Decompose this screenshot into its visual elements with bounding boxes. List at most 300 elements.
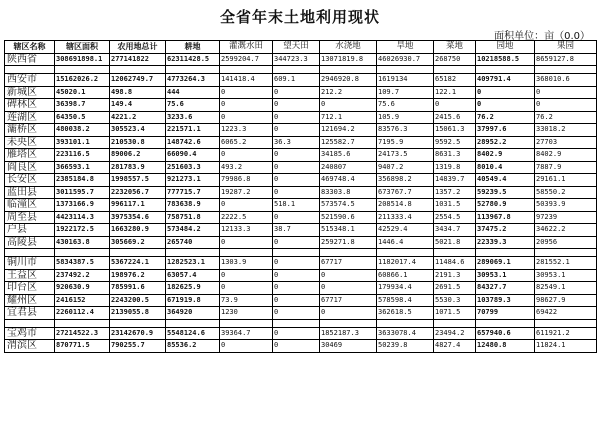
spacer-cell [377,66,434,74]
spacer-cell [434,66,476,74]
value-cell: 23494.2 [434,327,476,340]
value-cell: 480038.2 [55,124,110,137]
value-cell: 573574.5 [320,199,377,212]
spacer-cell [5,249,55,257]
value-cell: 5367224.1 [110,257,166,270]
table-row [5,327,597,340]
value-cell: 11484.6 [434,257,476,270]
value-cell: 40549.4 [476,174,535,187]
value-cell: 0 [320,307,377,320]
spacer-cell [476,319,535,327]
spacer-cell [220,66,273,74]
table-row [5,211,597,224]
value-cell: 1282523.1 [166,257,220,270]
header-cell: 园地 [476,41,535,54]
value-cell: 148742.6 [166,136,220,149]
header-cell: 果园 [535,41,597,54]
spacer-cell [110,66,166,74]
value-cell: 198976.2 [110,269,166,282]
value-cell: 0 [220,111,273,124]
value-cell: 109.7 [377,86,434,99]
spacer-cell [377,249,434,257]
district-name-cell: 未央区 [5,136,55,149]
value-cell: 0 [535,99,597,112]
table-row [5,199,597,212]
value-cell: 2415.6 [434,111,476,124]
value-cell: 98627.9 [535,294,597,307]
value-cell: 3233.6 [166,111,220,124]
value-cell: 11824.1 [535,340,597,353]
value-cell: 30953.1 [535,269,597,282]
district-name-cell: 高陵县 [5,236,55,249]
spacer-cell [166,66,220,74]
value-cell: 38.7 [273,224,320,237]
spacer-cell [110,319,166,327]
value-cell: 83303.8 [320,186,377,199]
spacer-cell [273,249,320,257]
district-name-cell: 临潼区 [5,199,55,212]
value-cell: 5530.3 [434,294,476,307]
value-cell: 2232056.7 [110,186,166,199]
district-name-cell: 西安市 [5,74,55,87]
value-cell: 221571.1 [166,124,220,137]
district-name-cell: 长安区 [5,174,55,187]
value-cell: 2385184.8 [55,174,110,187]
value-cell: 1223.3 [220,124,273,137]
spacer-cell [220,249,273,257]
header-row [5,41,597,54]
table-row [5,124,597,137]
value-cell: 0 [273,124,320,137]
value-cell: 9592.5 [434,136,476,149]
value-cell: 0 [273,307,320,320]
spacer-cell [273,66,320,74]
value-cell: 141418.4 [220,74,273,87]
value-cell: 28952.2 [476,136,535,149]
value-cell: 223116.5 [55,149,110,162]
value-cell: 0 [273,99,320,112]
value-cell: 430163.8 [55,236,110,249]
value-cell: 2416152 [55,294,110,307]
value-cell: 996117.1 [110,199,166,212]
spacer-cell [434,319,476,327]
value-cell: 0 [535,86,597,99]
value-cell: 3633078.4 [377,327,434,340]
value-cell: 13071819.8 [320,53,377,66]
table-row [5,269,597,282]
value-cell: 9407.2 [377,161,434,174]
value-cell: 609.1 [273,74,320,87]
value-cell: 469748.4 [320,174,377,187]
district-name-cell: 户县 [5,224,55,237]
value-cell: 8010.4 [476,161,535,174]
district-name-cell: 宜君县 [5,307,55,320]
value-cell: 1446.4 [377,236,434,249]
header-cell: 望天田 [273,41,320,54]
value-cell: 50239.8 [377,340,434,353]
spacer-cell [166,249,220,257]
spacer-cell [220,319,273,327]
spacer-cell [320,66,377,74]
value-cell: 2260112.4 [55,307,110,320]
value-cell: 268750 [434,53,476,66]
value-cell: 790255.7 [110,340,166,353]
spacer-cell [5,66,55,74]
value-cell: 8402.9 [476,149,535,162]
value-cell: 493.2 [220,161,273,174]
value-cell: 59239.5 [476,186,535,199]
value-cell: 289069.1 [476,257,535,270]
value-cell: 0 [273,327,320,340]
unit-note: 面积单位：亩（0.0） [494,31,590,42]
value-cell: 0 [320,269,377,282]
value-cell: 2243200.5 [110,294,166,307]
value-cell: 362618.5 [377,307,434,320]
header-cell: 灌溉水田 [220,41,273,54]
value-cell: 182625.9 [166,282,220,295]
value-cell: 0 [220,282,273,295]
table-row [5,136,597,149]
value-cell: 7195.9 [377,136,434,149]
value-cell: 518.1 [273,199,320,212]
header-cell: 辖区面积 [55,41,110,54]
value-cell: 0 [273,340,320,353]
value-cell: 409791.4 [476,74,535,87]
value-cell: 265740 [166,236,220,249]
value-cell: 277141822 [110,53,166,66]
value-cell: 10218588.5 [476,53,535,66]
value-cell: 4827.4 [434,340,476,353]
value-cell: 366593.1 [55,161,110,174]
value-cell: 62311428.5 [166,53,220,66]
value-cell: 0 [273,149,320,162]
value-cell: 121694.2 [320,124,377,137]
value-cell: 2191.3 [434,269,476,282]
value-cell: 7887.9 [535,161,597,174]
value-cell: 785991.6 [110,282,166,295]
value-cell: 15162026.2 [55,74,110,87]
spacer-row [5,319,597,327]
value-cell: 573484.2 [166,224,220,237]
value-cell: 1303.9 [220,257,273,270]
table-row [5,294,597,307]
district-name-cell: 新城区 [5,86,55,99]
land-use-table [4,40,597,353]
value-cell: 308691898.1 [55,53,110,66]
spacer-cell [476,66,535,74]
value-cell: 103789.3 [476,294,535,307]
value-cell: 0 [220,236,273,249]
district-name-cell: 阎良区 [5,161,55,174]
value-cell: 58550.2 [535,186,597,199]
value-cell: 2554.5 [434,211,476,224]
value-cell: 50393.9 [535,199,597,212]
district-name-cell: 铜川市 [5,257,55,270]
value-cell: 75.6 [377,99,434,112]
value-cell: 2946920.8 [320,74,377,87]
value-cell: 76.2 [476,111,535,124]
value-cell: 0 [273,111,320,124]
value-cell: 63057.4 [166,269,220,282]
value-cell: 0 [220,149,273,162]
value-cell: 83576.3 [377,124,434,137]
table-body [5,53,597,352]
value-cell: 1357.2 [434,186,476,199]
value-cell: 921273.1 [166,174,220,187]
value-cell: 75.6 [166,99,220,112]
value-cell: 240807 [320,161,377,174]
spacer-cell [166,319,220,327]
value-cell: 85536.2 [166,340,220,353]
value-cell: 67717 [320,257,377,270]
table-row [5,224,597,237]
value-cell: 113967.8 [476,211,535,224]
value-cell: 1663280.9 [110,224,166,237]
district-name-cell: 灞桥区 [5,124,55,137]
value-cell: 73.9 [220,294,273,307]
value-cell: 34622.2 [535,224,597,237]
value-cell: 20956 [535,236,597,249]
value-cell: 305523.4 [110,124,166,137]
value-cell: 393101.1 [55,136,110,149]
value-cell: 259271.8 [320,236,377,249]
spacer-cell [55,319,110,327]
page-title: 全省年末土地利用现状 [219,8,380,26]
header-cell: 菜地 [434,41,476,54]
value-cell: 12480.8 [476,340,535,353]
district-name-cell: 宝鸡市 [5,327,55,340]
value-cell: 521590.6 [320,211,377,224]
value-cell: 149.4 [110,99,166,112]
value-cell: 37475.2 [476,224,535,237]
table-row [5,111,597,124]
value-cell: 84327.7 [476,282,535,295]
value-cell: 179934.4 [377,282,434,295]
value-cell: 237492.2 [55,269,110,282]
header-cell: 水浇地 [320,41,377,54]
value-cell: 0 [220,86,273,99]
value-cell: 305669.2 [110,236,166,249]
value-cell: 783638.9 [166,199,220,212]
value-cell: 4423114.3 [55,211,110,224]
district-name-cell: 周至县 [5,211,55,224]
value-cell: 611921.2 [535,327,597,340]
value-cell: 82549.1 [535,282,597,295]
value-cell: 281783.9 [110,161,166,174]
value-cell: 79986.8 [220,174,273,187]
value-cell: 34185.6 [320,149,377,162]
value-cell: 212.2 [320,86,377,99]
value-cell: 1852187.3 [320,327,377,340]
spacer-cell [320,319,377,327]
value-cell: 0 [220,340,273,353]
value-cell: 2599204.7 [220,53,273,66]
value-cell: 671919.8 [166,294,220,307]
table-row [5,257,597,270]
value-cell: 444 [166,86,220,99]
value-cell: 0 [273,86,320,99]
value-cell: 12133.3 [220,224,273,237]
value-cell: 66090.4 [166,149,220,162]
table-row [5,236,597,249]
value-cell: 356898.2 [377,174,434,187]
district-name-cell: 印台区 [5,282,55,295]
value-cell: 30469 [320,340,377,353]
spacer-row [5,66,597,74]
value-cell: 281552.1 [535,257,597,270]
value-cell: 8402.9 [535,149,597,162]
value-cell: 1230 [220,307,273,320]
value-cell: 8631.3 [434,149,476,162]
table-row [5,99,597,112]
spacer-cell [273,319,320,327]
spacer-cell [5,319,55,327]
value-cell: 0 [273,257,320,270]
header-cell: 旱地 [377,41,434,54]
district-name-cell: 耀州区 [5,294,55,307]
value-cell: 5021.8 [434,236,476,249]
value-cell: 673767.7 [377,186,434,199]
value-cell: 67717 [320,294,377,307]
spacer-cell [535,249,597,257]
value-cell: 344723.3 [273,53,320,66]
value-cell: 22339.3 [476,236,535,249]
table-row [5,149,597,162]
spacer-cell [535,66,597,74]
table-row [5,86,597,99]
value-cell: 3011595.7 [55,186,110,199]
value-cell: 0 [220,99,273,112]
value-cell: 1182017.4 [377,257,434,270]
value-cell: 0 [273,186,320,199]
value-cell: 4221.2 [110,111,166,124]
value-cell: 4773264.3 [166,74,220,87]
value-cell: 33018.2 [535,124,597,137]
spacer-cell [535,319,597,327]
value-cell: 2139055.8 [110,307,166,320]
value-cell: 15061.3 [434,124,476,137]
value-cell: 19287.2 [220,186,273,199]
district-name-cell: 陕西省 [5,53,55,66]
value-cell: 27703 [535,136,597,149]
value-cell: 3434.7 [434,224,476,237]
value-cell: 64350.5 [55,111,110,124]
value-cell: 105.9 [377,111,434,124]
value-cell: 0 [476,86,535,99]
value-cell: 1071.5 [434,307,476,320]
spacer-row [5,249,597,257]
spacer-cell [55,66,110,74]
district-name-cell: 雁塔区 [5,149,55,162]
value-cell: 1031.5 [434,199,476,212]
value-cell: 0 [320,282,377,295]
value-cell: 29161.1 [535,174,597,187]
value-cell: 364920 [166,307,220,320]
value-cell: 76.2 [535,111,597,124]
value-cell: 2222.5 [220,211,273,224]
value-cell: 0 [320,99,377,112]
value-cell: 0 [273,161,320,174]
value-cell: 52780.9 [476,199,535,212]
value-cell: 777715.7 [166,186,220,199]
value-cell: 657940.6 [476,327,535,340]
value-cell: 0 [273,211,320,224]
table-row [5,340,597,353]
value-cell: 12062749.7 [110,74,166,87]
value-cell: 0 [273,236,320,249]
value-cell: 46026930.7 [377,53,434,66]
table-row [5,174,597,187]
spacer-cell [55,249,110,257]
value-cell: 758751.8 [166,211,220,224]
value-cell: 0 [273,282,320,295]
value-cell: 37997.6 [476,124,535,137]
district-name-cell: 渭滨区 [5,340,55,353]
value-cell: 1319.8 [434,161,476,174]
value-cell: 578598.4 [377,294,434,307]
value-cell: 515348.1 [320,224,377,237]
value-cell: 0 [273,269,320,282]
value-cell: 0 [220,199,273,212]
header-cell: 耕地 [166,41,220,54]
value-cell: 3975354.6 [110,211,166,224]
spacer-cell [320,249,377,257]
spacer-cell [434,249,476,257]
value-cell: 60866.1 [377,269,434,282]
value-cell: 89006.2 [110,149,166,162]
value-cell: 5548124.6 [166,327,220,340]
spacer-cell [110,249,166,257]
table-row [5,186,597,199]
value-cell: 0 [273,174,320,187]
header-cell: 农用地总计 [110,41,166,54]
value-cell: 0 [273,294,320,307]
value-cell: 0 [220,269,273,282]
value-cell: 125582.7 [320,136,377,149]
value-cell: 97239 [535,211,597,224]
value-cell: 920630.9 [55,282,110,295]
value-cell: 251603.3 [166,161,220,174]
value-cell: 211333.4 [377,211,434,224]
header-cell: 辖区名称 [5,41,55,54]
value-cell: 1922172.5 [55,224,110,237]
value-cell: 5834387.5 [55,257,110,270]
value-cell: 70799 [476,307,535,320]
value-cell: 8659127.8 [535,53,597,66]
value-cell: 122.1 [434,86,476,99]
value-cell: 0 [434,99,476,112]
value-cell: 69422 [535,307,597,320]
value-cell: 1998557.5 [110,174,166,187]
district-name-cell: 莲湖区 [5,111,55,124]
district-name-cell: 王益区 [5,269,55,282]
value-cell: 36398.7 [55,99,110,112]
value-cell: 208514.8 [377,199,434,212]
table-row [5,282,597,295]
table-row [5,53,597,66]
value-cell: 27214522.3 [55,327,110,340]
value-cell: 6065.2 [220,136,273,149]
value-cell: 45020.1 [55,86,110,99]
value-cell: 1373166.9 [55,199,110,212]
value-cell: 42529.4 [377,224,434,237]
value-cell: 2691.5 [434,282,476,295]
value-cell: 1619134 [377,74,434,87]
value-cell: 368010.6 [535,74,597,87]
value-cell: 36.3 [273,136,320,149]
value-cell: 65182 [434,74,476,87]
spacer-cell [476,249,535,257]
